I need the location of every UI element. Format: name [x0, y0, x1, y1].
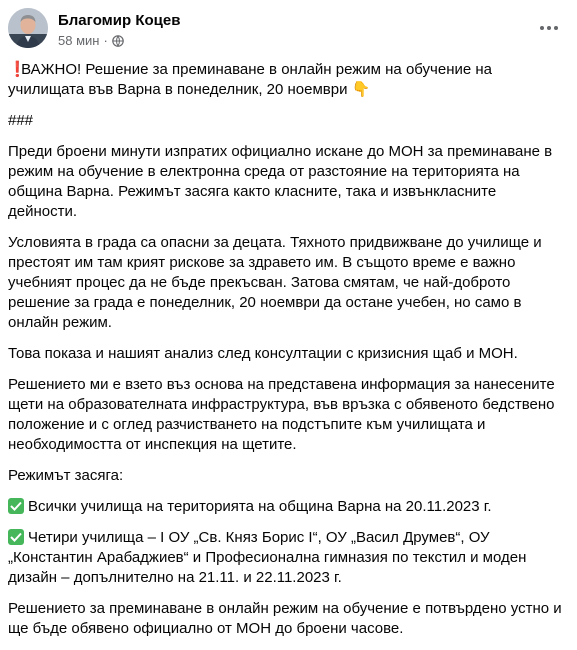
post-paragraph: Режимът засяга: [8, 467, 124, 484]
globe-icon[interactable] [112, 35, 124, 47]
list-item: Четири училища – I ОУ „Св. Княз Борис I“, ОУ „Васил Друмев“, ОУ „Константин Арабаджиев“ и Професионална гимназия по текстил и моден дизайн – допълнително на 21.11. и 22.11.2023 г. [8, 529, 527, 586]
post-paragraph: ### [8, 112, 34, 129]
post-header [8, 8, 569, 52]
author-name[interactable]: Благомир Коцев [58, 12, 181, 29]
check-mark-icon [8, 498, 24, 514]
post-paragraph: Решението ми е взето въз основа на представена информация за нанесените щети на образователната инфраструктура, във връзка с обявеното бедствено положение и с оглед разчистването на подстъпите към училищата и необходимостта от инспекция на щетите. [8, 376, 555, 453]
post-paragraph: Решението за преминаване в онлайн режим на обучение е потвърдено устно и ще бъде обявено официално от МОН до броени часове. [8, 600, 562, 637]
list-item: Всички училища на територията на община Варна на 20.11.2023 г. [8, 497, 564, 517]
meta-separator: · [103, 33, 108, 48]
avatar[interactable] [8, 8, 48, 48]
post-time[interactable]: 58 мин [58, 33, 100, 48]
post-body [8, 60, 564, 650]
post-meta [58, 33, 124, 48]
post-paragraph: Условията в града са опасни за децата. Тяхното придвижване до училище и престоят им там крият рискове за здравето им. В същото време е важно учебният процес да не бъде прекъсван. Затова смятам, че най-доброто решение за града е понеделник, 20 ноември да остане учебен, но само в онлайн режим. [8, 234, 542, 331]
more-options-icon[interactable] [537, 18, 561, 38]
pointing-down-icon: 👇 [351, 81, 371, 98]
post-paragraph: Това показа и нашият анализ след консултации с кризисния щаб и МОН. [8, 345, 518, 362]
post-headline: ❗ ВАЖНО! Решение за преминаване в онлайн режим на обучение на училищата във Варна в понеделник, 20 ноември 👇 [8, 61, 493, 98]
exclamation-icon: ❗ [8, 61, 27, 78]
check-mark-icon [8, 529, 24, 545]
post-paragraph: Преди броени минути изпратих официално искане до МОН за преминаване в режим на обучение в електронна среда от разстояние на територията на община Варна. Режимът засяга както класните, така и извънкласните дейности. [8, 143, 553, 220]
